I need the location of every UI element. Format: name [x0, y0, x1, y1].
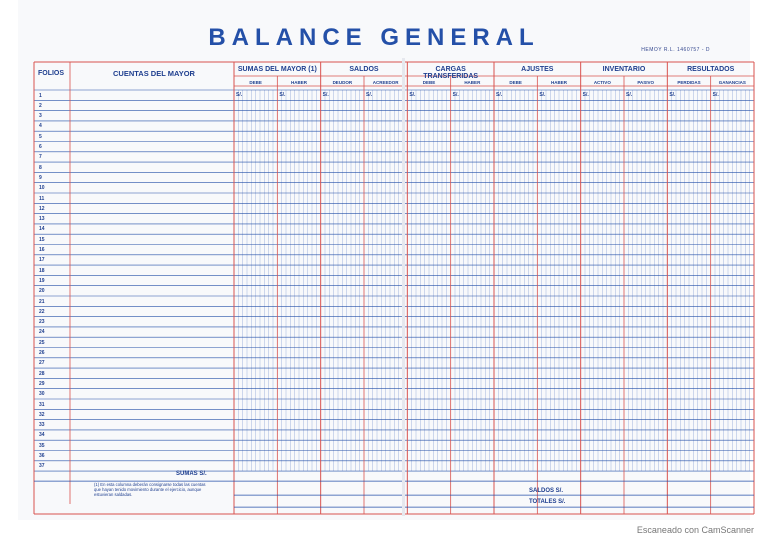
row-number: 9 — [39, 174, 42, 181]
row-number: 36 — [39, 453, 45, 459]
currency-marker: S/. — [669, 91, 676, 98]
currency-marker: S/. — [712, 91, 719, 98]
row-number: 32 — [39, 411, 45, 418]
row-number: 34 — [39, 432, 45, 439]
group-header: CARGAS TRANSFERIDAS — [423, 66, 479, 80]
column-subheader: HABER — [550, 79, 567, 85]
row-number: 31 — [39, 401, 45, 408]
row-number: 24 — [39, 329, 45, 336]
column-subheader: DEUDOR — [332, 79, 353, 85]
currency-marker: S/. — [452, 91, 459, 98]
ledger-grid — [30, 58, 758, 516]
currency-marker: S/. — [279, 91, 286, 98]
folios-header: FOLIOS — [37, 70, 65, 77]
row-number: 4 — [39, 123, 42, 130]
column-subheader: DEBE — [249, 79, 262, 85]
ledger-sheet — [30, 58, 758, 516]
footnote: (1) En esta columna deberán consignarse todas las cuentas que hayan tenido movimiento durante el ejercicio, aunque estuvieran saldadas. — [94, 482, 206, 497]
row-number: 23 — [39, 319, 45, 326]
row-number: 14 — [39, 226, 45, 233]
row-number: 12 — [39, 205, 45, 212]
column-subheader: ACREEDOR — [372, 79, 399, 85]
totales-label: TOTALES S/. — [529, 499, 566, 505]
column-subheader: ACTIVO — [593, 79, 611, 85]
page-title: BALANCE GENERAL — [208, 24, 540, 51]
row-number: 1 — [39, 92, 42, 99]
column-subheader: PERDIDAS — [677, 79, 701, 85]
column-subheader: PASIVO — [637, 79, 654, 85]
currency-marker: S/. — [582, 91, 589, 98]
row-number: 29 — [39, 380, 45, 387]
row-number: 19 — [39, 277, 45, 284]
row-number: 33 — [39, 422, 45, 429]
row-number: 11 — [39, 195, 45, 202]
saldos-label: SALDOS S/. — [529, 488, 564, 494]
currency-marker: S/. — [236, 91, 243, 98]
currency-marker: S/. — [409, 91, 416, 98]
row-number: 21 — [39, 298, 45, 305]
row-number: 16 — [39, 247, 45, 253]
row-number: 18 — [39, 267, 45, 274]
ledger-paper — [18, 0, 750, 520]
accounts-header: CUENTAS DEL MAYOR — [113, 69, 195, 78]
row-number: 22 — [39, 308, 45, 315]
currency-marker: S/. — [322, 91, 329, 98]
group-header: RESULTADOS — [687, 66, 735, 73]
row-number: 10 — [39, 185, 45, 192]
row-number: 2 — [39, 102, 42, 109]
row-number: 3 — [39, 113, 42, 120]
row-number: 27 — [39, 360, 45, 367]
row-number: 26 — [39, 350, 45, 356]
group-header: AJUSTES — [521, 66, 554, 73]
column-subheader: HABER — [464, 79, 481, 85]
currency-marker: S/. — [539, 91, 546, 98]
column-subheader: DEBE — [509, 79, 522, 85]
form-reference: HEMOY R.L. 1460757 - D — [641, 47, 710, 53]
row-number: 30 — [39, 391, 45, 398]
page-fold — [402, 58, 405, 516]
column-subheader: HABER — [290, 79, 307, 85]
row-number: 37 — [39, 463, 45, 470]
row-number: 25 — [39, 339, 45, 346]
currency-marker: S/. — [366, 91, 373, 98]
row-number: 17 — [39, 257, 45, 264]
row-number: 8 — [39, 164, 42, 171]
column-subheader: DEBE — [422, 79, 436, 85]
group-header: SUMAS DEL MAYOR (1) — [237, 66, 317, 73]
row-number: 28 — [39, 370, 45, 377]
column-subheader: GANANCIAS — [718, 79, 746, 85]
row-number: 5 — [39, 133, 42, 140]
row-number: 15 — [39, 236, 45, 243]
sumas-label: SUMAS S/. — [176, 471, 207, 477]
row-number: 6 — [39, 144, 42, 150]
row-number: 20 — [39, 288, 45, 295]
currency-marker: S/. — [626, 91, 633, 98]
group-header: SALDOS — [349, 66, 379, 73]
group-header: INVENTARIO — [602, 66, 646, 73]
scanner-watermark: Escaneado con CamScanner — [636, 525, 754, 535]
currency-marker: S/. — [496, 91, 503, 98]
row-number: 13 — [39, 216, 45, 223]
row-number: 7 — [39, 154, 42, 161]
row-number: 35 — [39, 442, 45, 449]
